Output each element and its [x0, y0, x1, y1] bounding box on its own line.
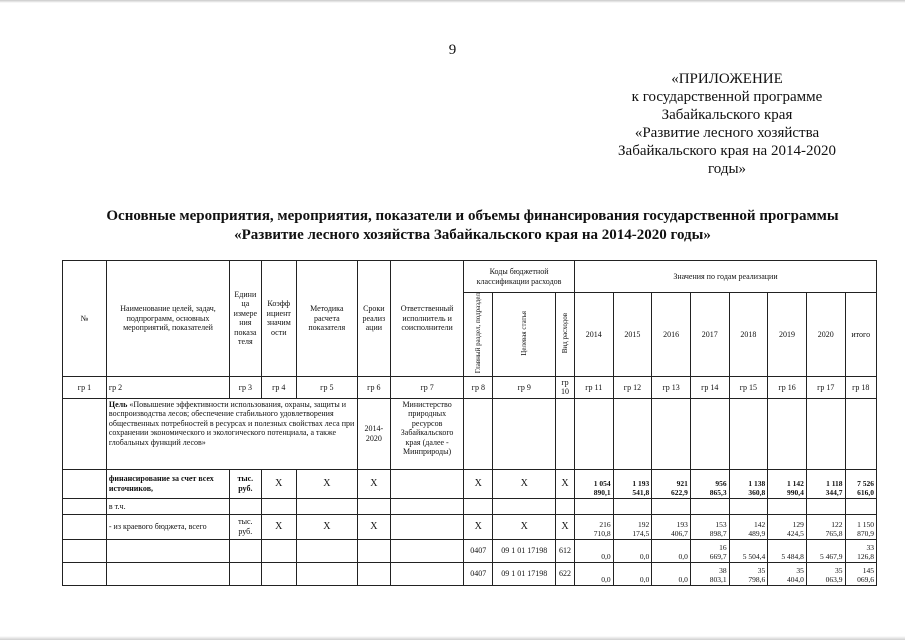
regional-name: - из краевого бюджета, всего [106, 514, 229, 539]
code-row [63, 562, 877, 585]
financing-value: 1 138 360,8 [729, 469, 768, 498]
header-code-section: Главный раздел, подраздел [464, 293, 493, 377]
table-cell [261, 498, 297, 514]
column-number: гр 17 [806, 376, 845, 398]
regional-value: 129 424,5 [768, 514, 807, 539]
table-cell [690, 398, 729, 469]
regional-value: 122 765,8 [806, 514, 845, 539]
table-cell [806, 398, 845, 469]
code-row [63, 539, 877, 562]
appendix-line: к государственной программе [631, 89, 823, 105]
financing-value: 1 142 990,4 [768, 469, 807, 498]
table-cell [357, 539, 390, 562]
appendix-caption [607, 70, 847, 178]
scan-edge-top [0, 0, 905, 3]
table-cell [63, 469, 107, 498]
table-cell [768, 398, 807, 469]
header-terms: Сроки реализ ации [357, 261, 390, 377]
code-value: 0,0 [574, 539, 613, 562]
table-cell [613, 498, 652, 514]
regional-unit: тыс. руб. [230, 514, 261, 539]
code-section: 0407 [464, 562, 493, 585]
code-article: 09 1 01 17198 [493, 562, 556, 585]
table-cell [729, 398, 768, 469]
table-cell [63, 398, 107, 469]
appendix-line: «Развитие лесного хозяйства [634, 125, 820, 141]
table-cell [261, 539, 297, 562]
financing-unit: тыс. руб. [230, 469, 261, 498]
column-number: гр 15 [729, 376, 768, 398]
goal-row [63, 398, 877, 469]
code-value: 16 669,7 [690, 539, 729, 562]
program-table [62, 260, 877, 586]
code-total: 145 069,6 [845, 562, 876, 585]
financing-method: Х [297, 469, 358, 498]
financing-code-section: Х [464, 469, 493, 498]
table-cell [230, 498, 261, 514]
header-unit: Едини ца измере ния показа теля [230, 261, 261, 377]
code-value: 5 504,4 [729, 539, 768, 562]
code-article: 09 1 01 17198 [493, 539, 556, 562]
column-number: гр 10 [556, 376, 575, 398]
regional-value: 142 489,9 [729, 514, 768, 539]
code-value: 0,0 [652, 562, 691, 585]
table-cell [768, 498, 807, 514]
financing-total: 7 526 616,0 [845, 469, 876, 498]
financing-code-type: Х [556, 469, 575, 498]
header-name: Наименование целей, задач, подпрограмм, основных мероприятий, показателей [106, 261, 229, 377]
code-value: 38 803,1 [690, 562, 729, 585]
column-number: гр 12 [613, 376, 652, 398]
appendix-line: «ПРИЛОЖЕНИЕ [671, 71, 783, 87]
column-number: гр 9 [493, 376, 556, 398]
header-year: 2019 [768, 293, 807, 377]
regional-method: Х [297, 514, 358, 539]
including-row [63, 498, 877, 514]
column-number: гр 3 [230, 376, 261, 398]
column-number-row [63, 376, 877, 398]
column-number: гр 16 [768, 376, 807, 398]
table-cell [845, 498, 876, 514]
table-cell [63, 562, 107, 585]
document-title [60, 207, 885, 245]
header-year: 2018 [729, 293, 768, 377]
table-cell [230, 562, 261, 585]
regional-code-article: Х [493, 514, 556, 539]
table-cell [729, 498, 768, 514]
goal-label: Цель [108, 399, 128, 409]
table-cell [574, 498, 613, 514]
code-type: 612 [556, 539, 575, 562]
regional-budget-row [63, 514, 877, 539]
header-coef: Коэфф ициент значим ости [261, 261, 297, 377]
financing-terms: Х [357, 469, 390, 498]
table-cell [464, 498, 493, 514]
financing-value: 956 865,3 [690, 469, 729, 498]
table-cell [845, 398, 876, 469]
code-value: 0,0 [574, 562, 613, 585]
financing-value: 1 118 344,7 [806, 469, 845, 498]
appendix-line: Забайкальского края [661, 107, 793, 123]
table-cell [106, 539, 229, 562]
header-year: 2016 [652, 293, 691, 377]
title-line: «Развитие лесного хозяйства Забайкальского края на 2014-2020 годы» [234, 227, 711, 243]
table-cell [391, 539, 464, 562]
appendix-line: годы» [707, 161, 747, 177]
page-number: 9 [448, 42, 457, 58]
code-total: 33 126,8 [845, 539, 876, 562]
column-number: гр 5 [297, 376, 358, 398]
table-cell [106, 562, 229, 585]
table-cell [63, 498, 107, 514]
goal-text: «Повышение эффективности использования, охраны, защиты и воспроизводства лесов; обеспечение стабильного удовлетворения общественных потребностей в ресурсах и полезных свойствах леса при сохранении экономического и экологического потенциала, а также глобальных функций лесов» [108, 399, 355, 447]
financing-code-article: Х [493, 469, 556, 498]
code-value: 35 798,6 [729, 562, 768, 585]
regional-coef: Х [261, 514, 297, 539]
table-cell [806, 498, 845, 514]
table-cell [261, 562, 297, 585]
column-number: гр 2 [106, 376, 229, 398]
code-section: 0407 [464, 539, 493, 562]
including-label: в т.ч. [106, 498, 229, 514]
table-cell [391, 498, 464, 514]
table-cell [357, 562, 390, 585]
table-cell [63, 539, 107, 562]
column-number: гр 4 [261, 376, 297, 398]
header-code-article: Целевая статья [493, 293, 556, 377]
table-cell [357, 498, 390, 514]
code-type: 622 [556, 562, 575, 585]
table-cell [464, 398, 493, 469]
regional-total: 1 150 870,9 [845, 514, 876, 539]
table-cell [613, 398, 652, 469]
header-year: 2017 [690, 293, 729, 377]
regional-code-section: Х [464, 514, 493, 539]
header-values-by-year: Значения по годам реализации [574, 261, 876, 293]
header-year: 2014 [574, 293, 613, 377]
code-value: 0,0 [613, 539, 652, 562]
financing-value: 1 054 890,1 [574, 469, 613, 498]
financing-row [63, 469, 877, 498]
column-number: гр 7 [391, 376, 464, 398]
title-line: Основные мероприятия, мероприятия, показатели и объемы финансирования государственной программы [106, 208, 839, 224]
table-cell [556, 398, 575, 469]
financing-value: 921 622,9 [652, 469, 691, 498]
goal-description [106, 398, 357, 469]
table-cell [391, 469, 464, 498]
column-number: гр 1 [63, 376, 107, 398]
table-cell [230, 539, 261, 562]
code-value: 5 467,9 [806, 539, 845, 562]
header-code-type: Вид расходов [556, 293, 575, 377]
regional-value: 192 174,5 [613, 514, 652, 539]
code-value: 0,0 [652, 539, 691, 562]
code-value: 35 063,9 [806, 562, 845, 585]
table-cell [63, 514, 107, 539]
header-no: № [63, 261, 107, 377]
scan-edge-bottom [0, 636, 905, 640]
column-number: гр 18 [845, 376, 876, 398]
column-number: гр 14 [690, 376, 729, 398]
regional-value: 193 406,7 [652, 514, 691, 539]
table-cell [297, 562, 358, 585]
goal-executor: Министерство природных ресурсов Забайкальского края (далее - Минприроды) [391, 398, 464, 469]
code-value: 0,0 [613, 562, 652, 585]
financing-value: 1 193 541,8 [613, 469, 652, 498]
table-cell [297, 539, 358, 562]
header-total: итого [845, 293, 876, 377]
table-cell [652, 398, 691, 469]
header-row [63, 261, 877, 293]
regional-value: 216 710,8 [574, 514, 613, 539]
regional-terms: Х [357, 514, 390, 539]
table-cell [391, 514, 464, 539]
code-value: 5 484,8 [768, 539, 807, 562]
regional-value: 153 898,7 [690, 514, 729, 539]
regional-code-type: Х [556, 514, 575, 539]
column-number: гр 8 [464, 376, 493, 398]
table-cell [690, 498, 729, 514]
column-number: гр 6 [357, 376, 390, 398]
goal-terms: 2014- 2020 [357, 398, 390, 469]
header-executor: Ответственный исполнитель и соисполнители [391, 261, 464, 377]
code-value: 35 404,0 [768, 562, 807, 585]
header-method: Методика расчета показателя [297, 261, 358, 377]
table-cell [652, 498, 691, 514]
header-year: 2015 [613, 293, 652, 377]
column-number: гр 13 [652, 376, 691, 398]
header-budget-codes: Коды бюджетной классификации расходов [464, 261, 575, 293]
table-cell [493, 398, 556, 469]
financing-name: финансирование за счет всех источников, [106, 469, 229, 498]
table-cell [574, 398, 613, 469]
appendix-line: Забайкальского края на 2014-2020 [618, 143, 836, 159]
header-year: 2020 [806, 293, 845, 377]
financing-coef: Х [261, 469, 297, 498]
table-cell [297, 498, 358, 514]
table-cell [391, 562, 464, 585]
column-number: гр 11 [574, 376, 613, 398]
table-cell [493, 498, 556, 514]
table-cell [556, 498, 575, 514]
